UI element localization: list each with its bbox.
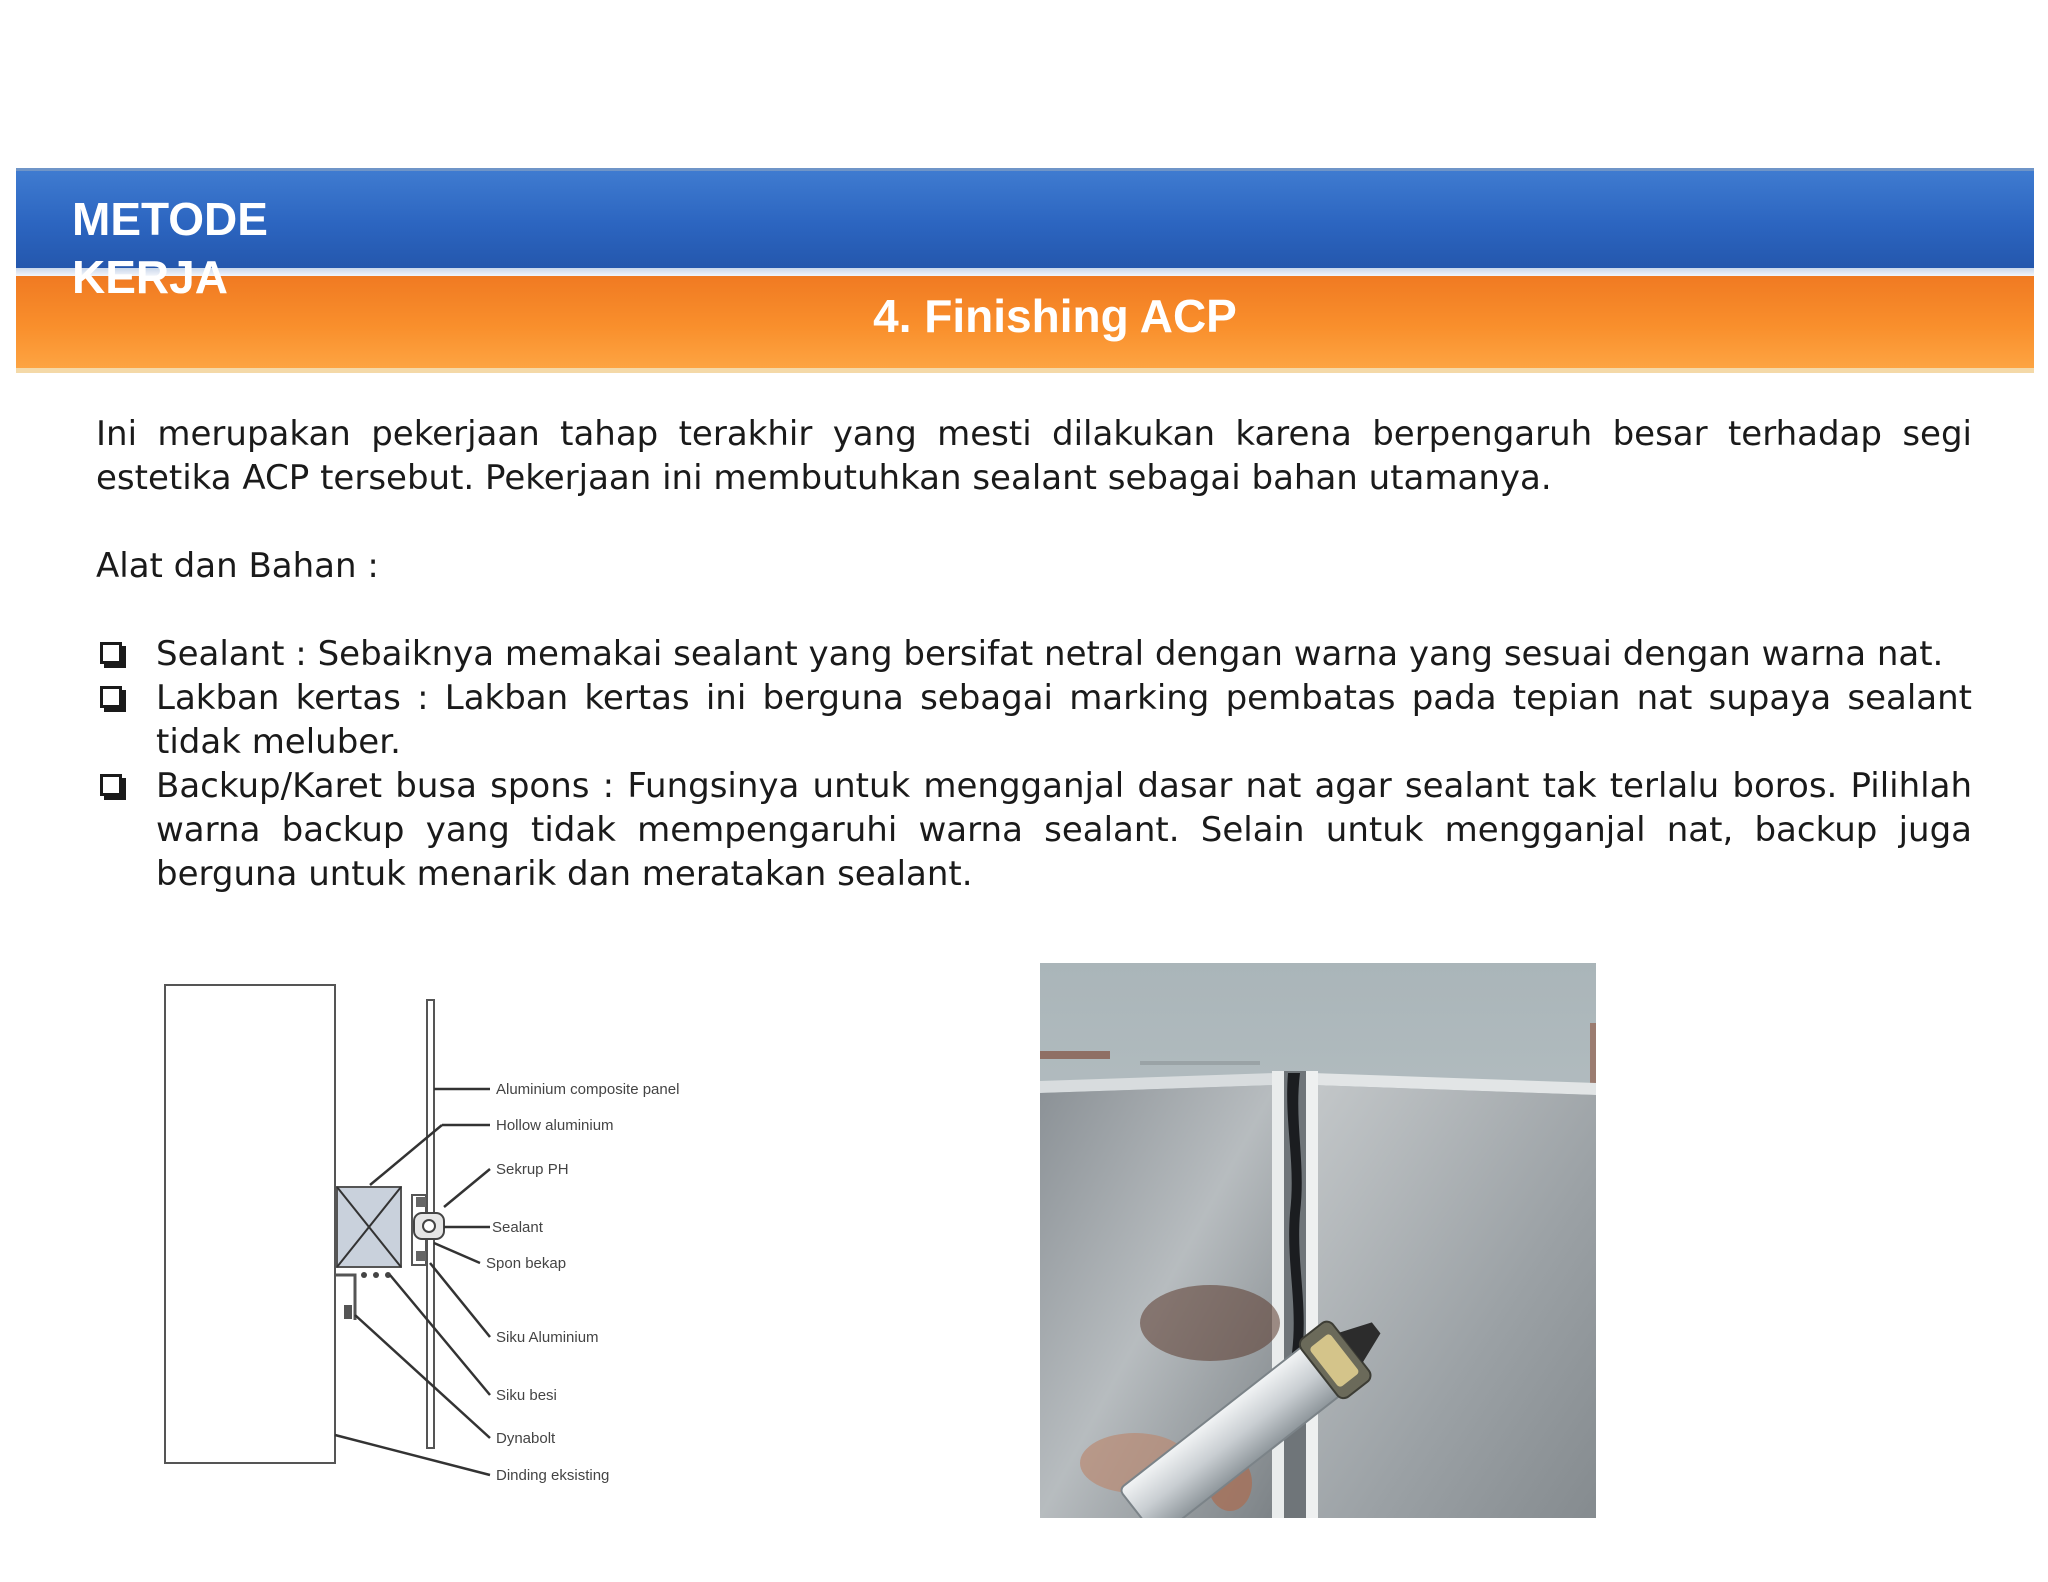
tools-heading: Alat dan Bahan : — [96, 546, 379, 586]
checkbox-bullet-icon — [100, 686, 122, 708]
tools-list — [96, 632, 1972, 896]
diagram-label: Dynabolt — [496, 1430, 556, 1447]
diagram-label: Siku Aluminium — [496, 1329, 599, 1346]
sealant-application-photo — [1040, 963, 1596, 1518]
slide-title: 4. Finishing ACP — [873, 290, 1237, 342]
diagram-label: Sekrup PH — [496, 1161, 569, 1178]
checkbox-bullet-icon — [100, 774, 122, 796]
list-item-text: Sealant : Sebaiknya memakai sealant yang bersifat netral dengan warna yang sesuai dengan warna nat. — [156, 634, 1944, 674]
header-bottom-edge — [16, 368, 2034, 373]
checkbox-bullet-icon — [100, 642, 122, 664]
section-label: METODE KERJA — [72, 193, 268, 303]
list-item — [96, 764, 1972, 896]
diagram-label: Aluminium composite panel — [496, 1081, 680, 1098]
body-text — [96, 412, 1972, 896]
acp-section-diagram — [150, 975, 710, 1495]
existing-wall-shape — [165, 985, 335, 1463]
diagram-label: Siku besi — [496, 1387, 557, 1404]
diagram-label: Sealant — [492, 1219, 543, 1236]
diagram-label: Spon bekap — [486, 1255, 567, 1272]
list-item-text: Lakban kertas : Lakban kertas ini berguna sebagai marking pembatas pada tepian nat supaya sealant tidak meluber. — [156, 678, 1972, 762]
intro-paragraph: Ini merupakan pekerjaan tahap terakhir yang mesti dilakukan karena berpengaruh besar terhadap segi estetika ACP tersebut. Pekerjaan ini membutuhkan sealant sebagai bahan utamanya. — [96, 414, 1972, 498]
list-item — [96, 632, 1972, 676]
diagram-label: Hollow aluminium — [496, 1117, 614, 1134]
list-item — [96, 676, 1972, 764]
diagram-label: Dinding eksisting — [496, 1467, 610, 1484]
list-item-text: Backup/Karet busa spons : Fungsinya untuk mengganjal dasar nat agar sealant tak terlalu boros. Pilihlah warna backup yang tidak mempengaruhi warna sealant. Selain untuk mengganjal nat, backup juga berguna untuk menarik dan meratakan sealant. — [156, 766, 1972, 894]
